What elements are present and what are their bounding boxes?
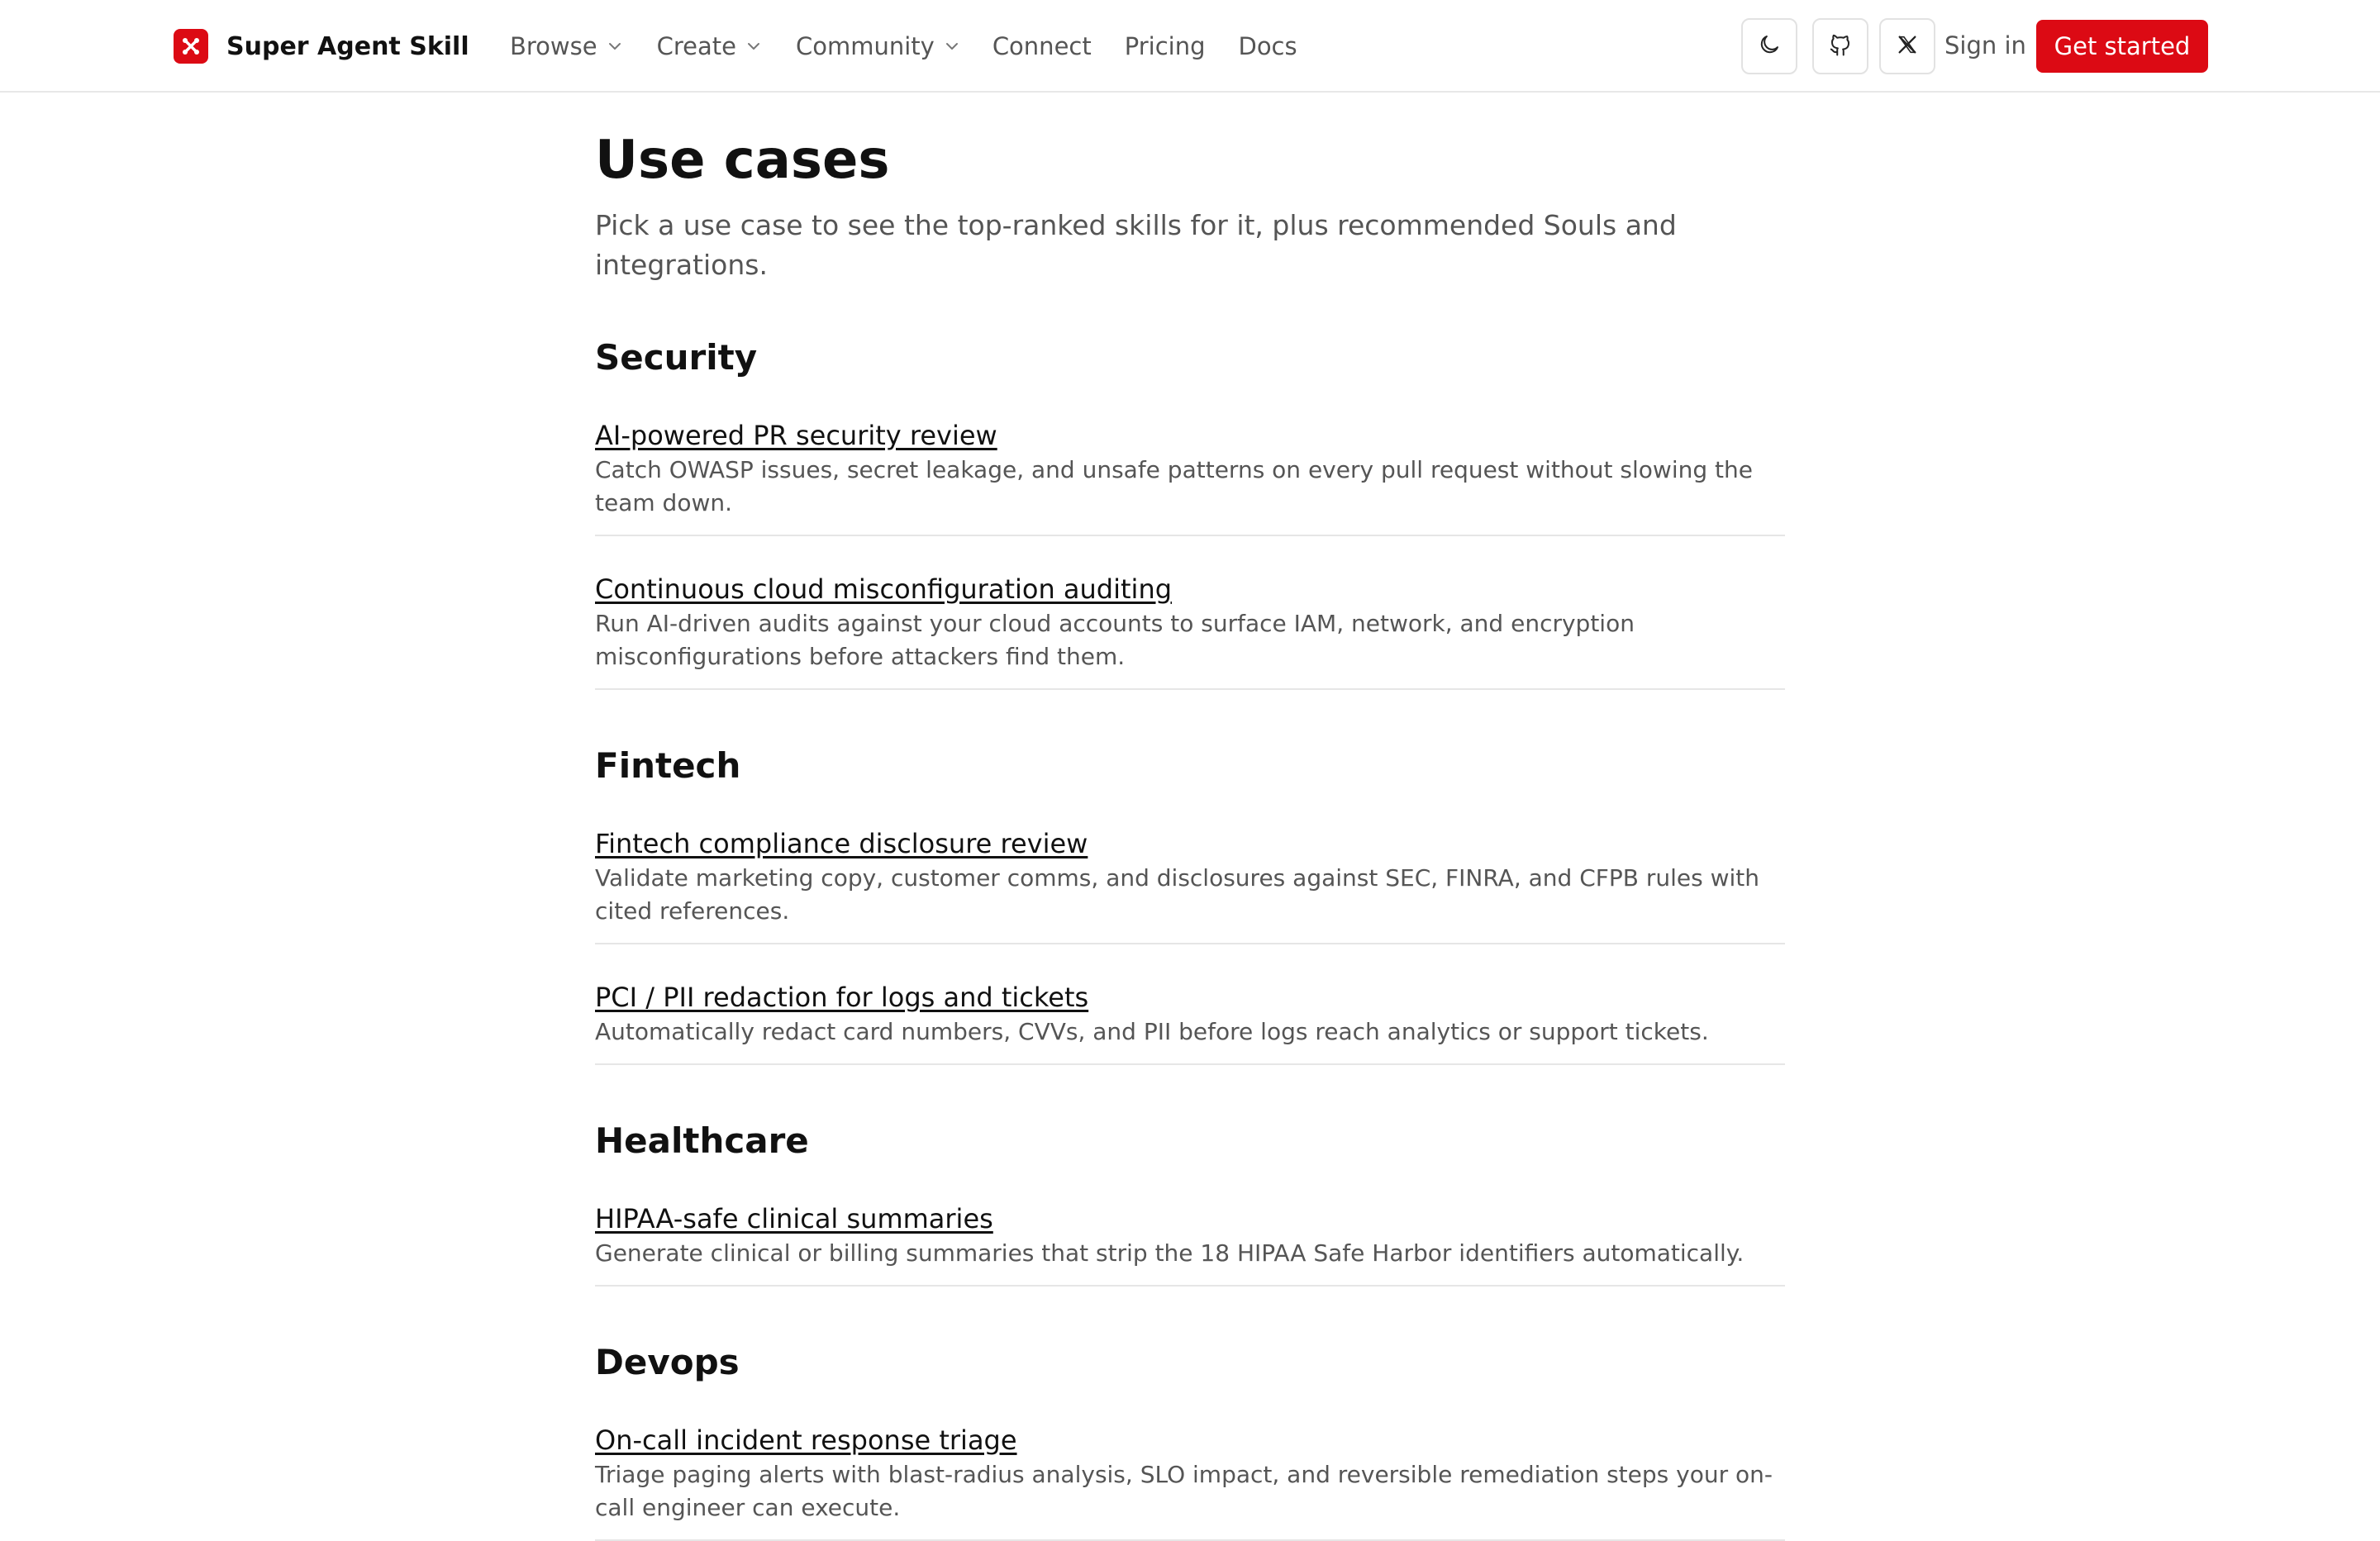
brand-logo-icon <box>174 29 208 64</box>
use-case-item <box>595 1189 1785 1287</box>
use-case-item <box>595 559 1785 690</box>
nav-docs-link[interactable]: Docs <box>1238 32 1297 60</box>
use-case-item <box>595 406 1785 536</box>
x-social-button[interactable] <box>1879 18 1935 74</box>
nav-browse-label: Browse <box>510 32 597 60</box>
main-nav <box>510 26 1297 66</box>
sign-in-link[interactable]: Sign in <box>1944 31 2026 59</box>
section-healthcare <box>595 1118 1785 1287</box>
nav-community-dropdown[interactable] <box>796 32 959 60</box>
use-case-link[interactable]: HIPAA-safe clinical summaries <box>595 1202 993 1234</box>
moon-icon <box>1757 32 1782 60</box>
nav-pricing-link[interactable]: Pricing <box>1124 32 1206 60</box>
section-security <box>595 335 1785 690</box>
nav-connect-link[interactable]: Connect <box>992 32 1092 60</box>
use-cases-page <box>595 93 1785 1541</box>
section-title: Healthcare <box>595 1120 809 1161</box>
top-navigation-bar <box>0 0 2380 93</box>
github-button[interactable] <box>1812 18 1868 74</box>
section-title: Security <box>595 336 758 378</box>
use-case-link[interactable]: Continuous cloud misconfiguration auditing <box>595 573 1173 605</box>
get-started-button[interactable]: Get started <box>2036 20 2208 73</box>
section-title: Devops <box>595 1341 740 1382</box>
use-case-item <box>595 814 1785 944</box>
use-case-item <box>595 968 1785 1065</box>
use-case-description: Generate clinical or billing summaries that strip the 18 HIPAA Safe Harbor identifiers automatically. <box>595 1239 1745 1267</box>
nav-browse-dropdown[interactable] <box>510 32 622 60</box>
brand-name: Super Agent Skill <box>226 31 469 61</box>
section-title: Fintech <box>595 744 741 786</box>
nav-create-label: Create <box>656 32 736 60</box>
section-devops <box>595 1339 1785 1541</box>
use-case-description: Triage paging alerts with blast-radius analysis, SLO impact, and reversible remediation steps your on-call engineer can execute. <box>595 1460 1773 1521</box>
brand-home-link[interactable] <box>174 28 469 64</box>
use-case-description: Validate marketing copy, customer comms, and disclosures against SEC, FINRA, and CFPB rules with cited references. <box>595 863 1760 925</box>
use-case-description: Automatically redact card numbers, CVVs, and PII before logs reach analytics or support tickets. <box>595 1017 1709 1045</box>
use-case-item <box>595 1410 1785 1541</box>
chevron-down-icon <box>607 41 622 51</box>
use-case-description: Catch OWASP issues, secret leakage, and unsafe patterns on every pull request without slowing the team down. <box>595 455 1753 516</box>
use-case-link[interactable]: Fintech compliance disclosure review <box>595 827 1088 859</box>
page-title: Use cases <box>595 130 890 191</box>
nav-create-dropdown[interactable] <box>657 32 761 60</box>
chevron-down-icon <box>746 41 761 51</box>
use-case-link[interactable]: On-call incident response triage <box>595 1424 1017 1456</box>
page-subtitle: Pick a use case to see the top-ranked skills for it, plus recommended Souls and integrations. <box>595 208 1677 281</box>
theme-toggle-button[interactable] <box>1741 18 1797 74</box>
x-logo-icon <box>1896 33 1919 59</box>
github-icon <box>1828 32 1853 60</box>
chevron-down-icon <box>945 41 959 51</box>
nav-community-label: Community <box>795 32 935 60</box>
use-case-description: Run AI-driven audits against your cloud accounts to surface IAM, network, and encryption misconfigurations before attackers find them. <box>595 609 1635 670</box>
use-case-link[interactable]: AI-powered PR security review <box>595 419 997 451</box>
section-fintech <box>595 743 1785 1065</box>
use-case-link[interactable]: PCI / PII redaction for logs and tickets <box>595 981 1089 1013</box>
